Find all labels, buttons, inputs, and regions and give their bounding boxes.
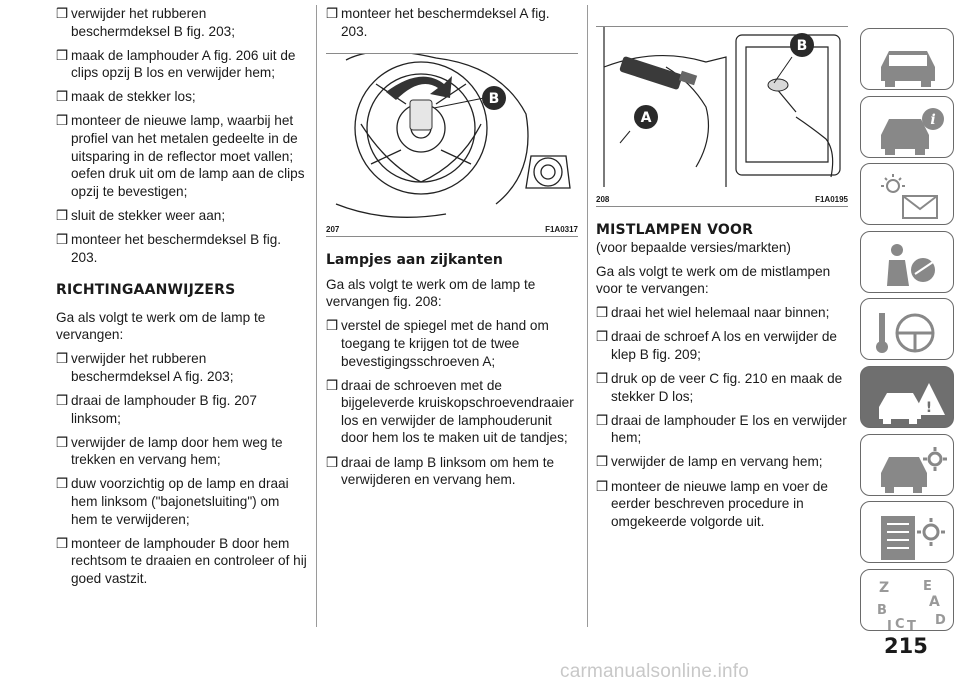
- svg-text:!: !: [925, 399, 933, 416]
- section-subheading: (voor bepaalde versies/markten): [596, 240, 791, 255]
- figure-label: B: [796, 38, 808, 54]
- figure-code: F1A0317: [545, 224, 578, 234]
- svg-text:I: I: [887, 618, 892, 630]
- svg-text:B: B: [877, 602, 887, 618]
- list-item: ❒ verwijder het rubberen beschermdeksel B fig. 203;: [56, 6, 235, 39]
- checkbox-bullet-icon: ❒: [56, 476, 69, 492]
- list-item: ❒ monteer de lamphouder B door hem rechtsom te draaien en controleer of hij goed vastzit.: [56, 535, 307, 586]
- list-item: ❒ monteer het beschermdeksel B fig. 203.: [56, 232, 282, 265]
- checkbox-bullet-icon: ❒: [56, 535, 69, 551]
- chapter-sidebar: [858, 28, 960, 636]
- page-number: 215: [884, 634, 928, 658]
- list-item: ❒ draai de schroef A los en verwijder de klep B fig. 209;: [596, 329, 837, 362]
- svg-text:C: C: [895, 616, 905, 630]
- lamp-housing-illustration: [326, 54, 578, 218]
- checkbox-bullet-icon: ❒: [596, 454, 609, 470]
- svg-text:D: D: [935, 612, 946, 628]
- warning-lights-icon: [875, 172, 947, 224]
- list-item: ❒ draai de schroeven met de bijgeleverde kruiskopschroevendraaier los en verwijder de lamphouderunit door hem los te maken uit de tandjes;: [326, 377, 574, 446]
- checkbox-bullet-icon: ❒: [56, 207, 69, 223]
- side-lamp-removal-illustration: [596, 27, 848, 188]
- list-item: ❒ draai de lamp B linksom om hem te verwijderen en vervang hem.: [326, 454, 555, 488]
- list-item: ❒ maak de stekker los;: [56, 89, 196, 105]
- breakdown-car-icon: [875, 375, 947, 427]
- steering-wheel-key-icon: [875, 307, 947, 359]
- section-heading-lampjes: Lampjes aan zijkanten: [326, 251, 503, 268]
- chapter-tab-8[interactable]: [860, 501, 954, 563]
- list-item: ❒ draai de lamphouder E los en verwijder hem;: [596, 412, 847, 446]
- chapter-tab-6[interactable]: [860, 366, 954, 428]
- list-item: ❒ verwijder de lamp en vervang hem;: [596, 454, 823, 470]
- svg-text:i: i: [930, 111, 936, 128]
- intro-paragraph: Ga als volgt te werk om de lamp te vervangen:: [56, 309, 266, 343]
- airbag-passenger-icon: [875, 240, 947, 292]
- checkbox-bullet-icon: ❒: [56, 6, 69, 21]
- checkbox-bullet-icon: ❒: [56, 113, 69, 129]
- checkbox-bullet-icon: ❒: [596, 371, 609, 387]
- car-dashboard-icon: [875, 37, 947, 89]
- column-left: [56, 0, 308, 594]
- svg-text:A: A: [929, 593, 940, 610]
- checkbox-bullet-icon: ❒: [56, 351, 69, 367]
- list-item: ❒ duw voorzichtig op de lamp en draai hem linksom ("bajonetsluiting") om hem te verwijderen;: [56, 476, 289, 527]
- checkbox-bullet-icon: ❒: [596, 305, 609, 321]
- car-info-icon: [875, 105, 947, 157]
- checkbox-bullet-icon: ❒: [326, 377, 339, 393]
- figure-207: [326, 53, 578, 237]
- checkbox-bullet-icon: ❒: [596, 412, 609, 428]
- chapter-tab-7[interactable]: [860, 434, 954, 496]
- list-item: ❒ monteer de nieuwe lamp, waarbij het profiel van het metalen gedeelte in de uitsparing in de reflector moet vallen; oefen druk uit om de lamp aan de clips opzij te bevestigen;: [56, 113, 305, 199]
- intro-paragraph: Ga als volgt te werk om de lamp te vervangen fig. 208:: [326, 276, 536, 310]
- figure-caption: [596, 193, 848, 206]
- chapter-tab-1[interactable]: [860, 28, 954, 90]
- checkbox-bullet-icon: ❒: [56, 393, 69, 409]
- checkbox-bullet-icon: ❒: [56, 434, 69, 450]
- list-item: ❒ verstel de spiegel met de hand om toegang te krijgen tot de twee bevestigingsschroeven A;: [326, 318, 549, 369]
- car-service-icon: [875, 443, 947, 495]
- column-middle: [326, 0, 576, 495]
- figure-label: B: [488, 90, 500, 107]
- list-item: ❒ monteer het beschermdeksel A fig. 203.: [326, 6, 550, 39]
- svg-text:E: E: [923, 578, 932, 594]
- list-item: ❒ monteer de nieuwe lamp en voer de eerder beschreven procedure in omgekeerde volgorde uit.: [596, 478, 828, 529]
- checkbox-bullet-icon: ❒: [56, 232, 69, 248]
- chapter-tab-5[interactable]: [860, 298, 954, 360]
- list-item: ❒ verwijder het rubberen beschermdeksel A fig. 203;: [56, 351, 234, 384]
- chapter-tab-3[interactable]: [860, 163, 954, 225]
- list-item: ❒ sluit de stekker weer aan;: [56, 207, 226, 223]
- column-divider: [587, 5, 588, 627]
- checkbox-bullet-icon: ❒: [56, 89, 69, 105]
- figure-code: F1A0195: [815, 195, 848, 204]
- figure-label: A: [640, 110, 652, 126]
- alphabetical-index-icon: [875, 578, 947, 630]
- checkbox-bullet-icon: ❒: [56, 47, 69, 63]
- chapter-tab-2[interactable]: [860, 96, 954, 158]
- section-heading-mistlampen: MISTLAMPEN VOOR: [596, 222, 754, 238]
- chapter-tab-4[interactable]: [860, 231, 954, 293]
- figure-number: 208: [596, 195, 610, 204]
- checkbox-bullet-icon: ❒: [596, 478, 609, 494]
- watermark: carmanualsonline.info: [560, 661, 750, 682]
- checkbox-bullet-icon: ❒: [326, 318, 339, 334]
- intro-paragraph: Ga als volgt te werk om de mistlampen voor te vervangen:: [596, 263, 831, 297]
- list-item: ❒ maak de lamphouder A fig. 206 uit de clips opzij B los en verwijder hem;: [56, 47, 296, 81]
- section-heading-richtingaanwijzers: RICHTINGAANWIJZERS: [56, 281, 236, 298]
- column-right: [596, 0, 848, 537]
- figure-number: 207: [326, 224, 340, 234]
- svg-text:Z: Z: [879, 579, 890, 596]
- checkbox-bullet-icon: ❒: [326, 454, 339, 470]
- figure-caption: [326, 223, 578, 236]
- figure-208: [596, 26, 848, 207]
- list-item: ❒ druk op de veer C fig. 210 en maak de stekker D los;: [596, 371, 843, 404]
- svg-text:T: T: [907, 618, 916, 630]
- technical-data-icon: [875, 510, 947, 562]
- checkbox-bullet-icon: ❒: [596, 329, 609, 345]
- chapter-tab-9[interactable]: [860, 569, 954, 631]
- list-item: ❒ draai het wiel helemaal naar binnen;: [596, 305, 830, 321]
- list-item: ❒ verwijder de lamp door hem weg te trekken en vervang hem;: [56, 434, 283, 468]
- list-item: ❒ draai de lamphouder B fig. 207 linksom;: [56, 393, 257, 426]
- column-divider: [316, 5, 317, 627]
